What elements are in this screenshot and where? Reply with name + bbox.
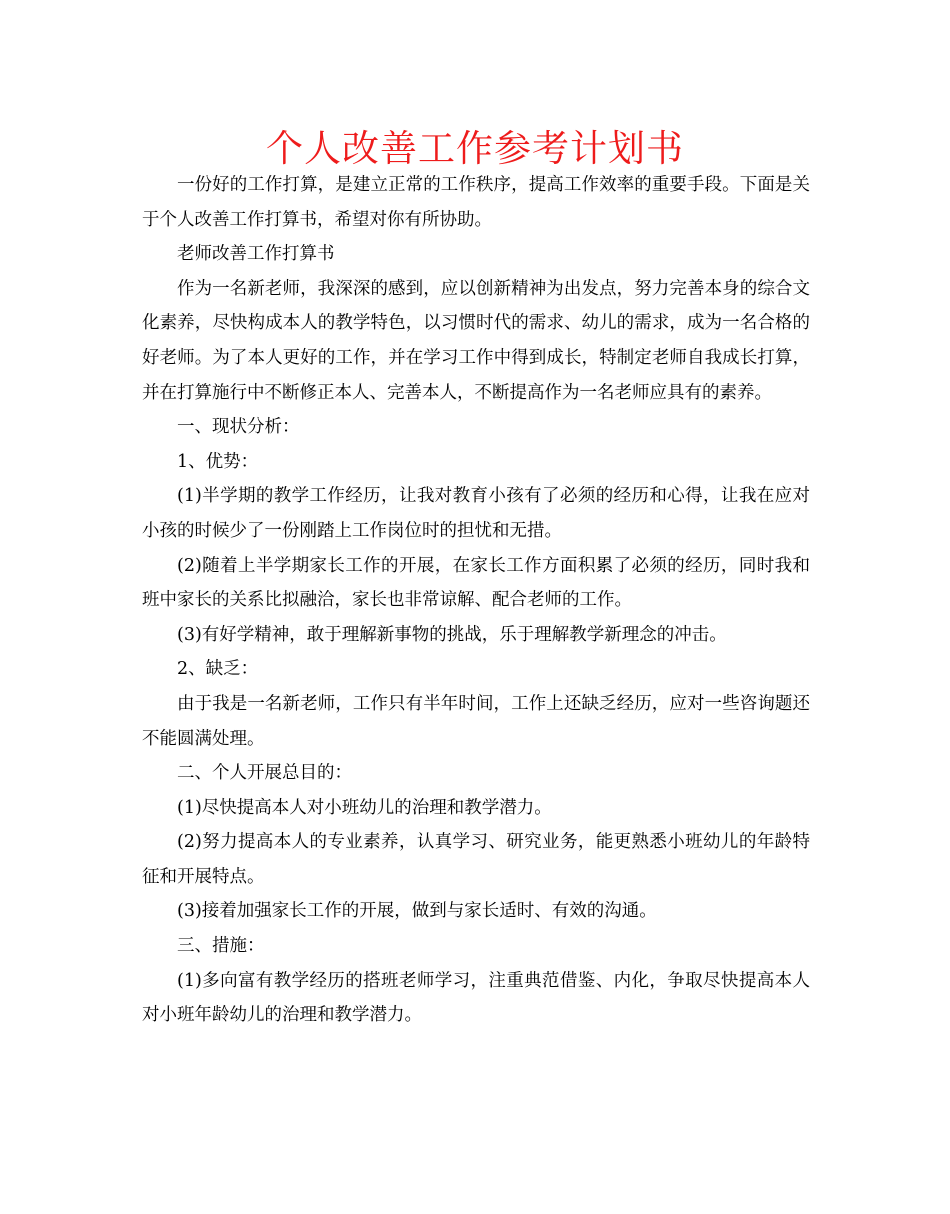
document-title: 个人改善工作参考计划书 [266, 127, 684, 170]
paragraph-measure-1: (1)多向富有教学经历的搭班老师学习，注重典范借鉴、内化，争取尽快提高本人对小班年龄幼儿的治理和教学潜力。 [142, 970, 810, 1026]
paragraph-goal-2: (2)努力提高本人的专业素养，认真学习、研究业务，能更熟悉小班幼儿的年龄特征和开展特点。 [142, 832, 810, 887]
heading-strengths: 1、优势： [177, 451, 259, 472]
heading-goals: 二、个人开展总目的： [177, 763, 352, 784]
paragraph-strength-1: (1)半学期的教学工作经历，让我对教育小孩有了必须的经历和心得，让我在应对小孩的时候少了一份刚踏上工作岗位时的担忧和无措。 [142, 486, 810, 541]
heading-measures: 三、措施： [177, 936, 265, 957]
heading-weaknesses: 2、缺乏： [177, 659, 259, 680]
paragraph-strength-3: (3)有好学精神，敢于理解新事物的挑战，乐于理解教学新理念的冲击。 [177, 624, 727, 645]
document-body [142, 168, 810, 1033]
heading-status-analysis: 一、现状分析： [177, 417, 300, 438]
paragraph-subtitle: 老师改善工作打算书 [177, 244, 335, 265]
paragraph-strength-2: (2)随着上半学期家长工作的开展，在家长工作方面积累了必须的经历，同时我和班中家长的关系比拟融洽，家长也非常谅解、配合老师的工作。 [142, 555, 810, 611]
paragraph-goal-3: (3)接着加强家长工作的开展，做到与家长适时、有效的沟通。 [177, 901, 657, 922]
paragraph-goal-1: (1)尽快提高本人对小班幼儿的治理和教学潜力。 [177, 797, 552, 818]
paragraph-intro: 一份好的工作打算，是建立正常的工作秩序，提高工作效率的重要手段。下面是关于个人改善工作打算书，希望对你有所协助。 [142, 175, 810, 230]
paragraph-overview: 作为一名新老师，我深深的感到，应以创新精神为出发点，努力完善本身的综合文化素养，尽快构成本人的教学特色，以习惯时代的需求、幼儿的需求，成为一名合格的好老师。为了本人更好的工作，并在学习工作中得到成长，特制定老师自我成长打算，并在打算施行中不断修正本人、完善本人，不断提高作为一名老师应具有的素养。 [142, 278, 810, 403]
paragraph-weakness: 由于我是一名新老师，工作只有半年时间，工作上还缺乏经历，应对一些咨询题还不能圆满处理。 [142, 693, 810, 749]
